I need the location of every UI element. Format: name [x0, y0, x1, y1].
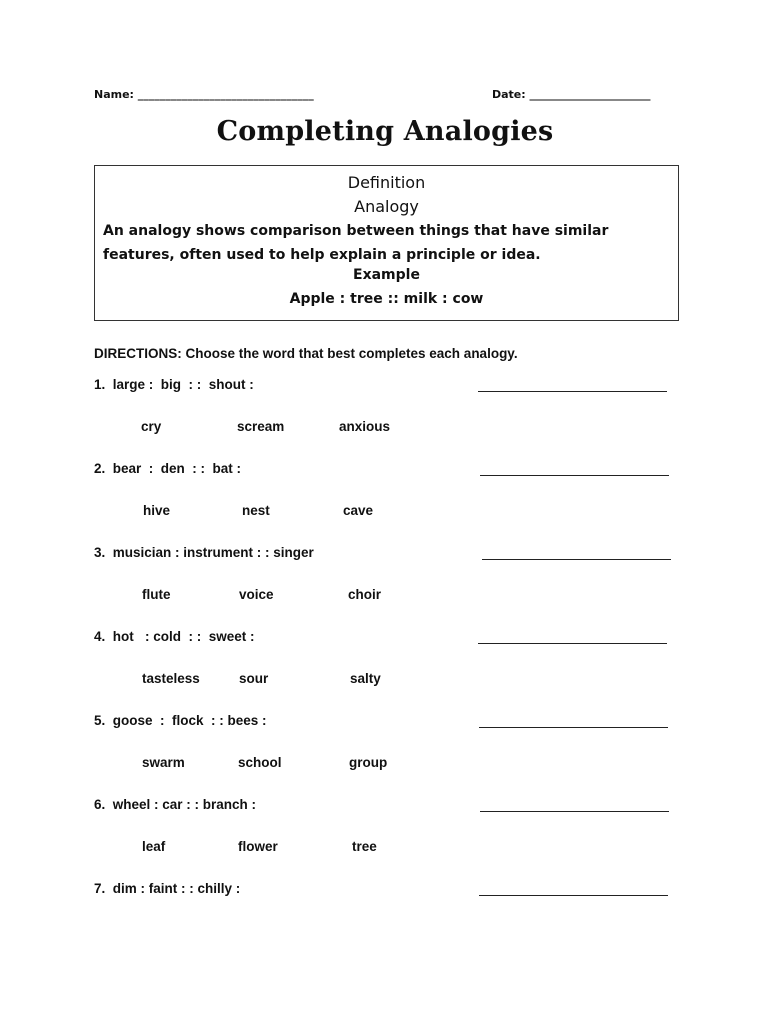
question-5-prompt: 5. goose : flock : : bees : — [94, 713, 267, 728]
question-2-answer-line[interactable] — [480, 475, 669, 476]
question-1-prompt: 1. large : big : : shout : — [94, 377, 254, 392]
definition-box — [94, 165, 679, 321]
question-4-choice-2: sour — [239, 671, 269, 686]
question-4-prompt: 4. hot : cold : : sweet : — [94, 629, 255, 644]
definition-text: An analogy shows comparison between things that have similar features, often used to help explain a principle or idea. — [103, 223, 609, 263]
question-5-choice-3: group — [349, 755, 388, 770]
name-field[interactable]: Name: ________________________________ — [94, 88, 314, 101]
example-text: Apple : tree :: milk : cow — [289, 291, 484, 307]
question-7-answer-line[interactable] — [479, 895, 668, 896]
question-5-choice-1: swarm — [142, 755, 185, 770]
question-6-prompt: 6. wheel : car : : branch : — [94, 797, 257, 812]
question-3-choice-3: choir — [348, 587, 382, 602]
definition-heading: Definition — [347, 173, 426, 192]
question-3-answer-line[interactable] — [482, 559, 671, 560]
question-6-choice-1: leaf — [142, 839, 166, 854]
question-4-choice-1: tasteless — [142, 671, 200, 686]
question-5-answer-line[interactable] — [479, 727, 668, 728]
question-6-choice-2: flower — [238, 839, 278, 854]
question-3-prompt: 3. musician : instrument : : singer — [94, 545, 314, 560]
date-field[interactable]: Date: ______________________ — [492, 88, 651, 101]
question-1-choice-3: anxious — [339, 419, 391, 434]
page-title: Completing Analogies — [216, 116, 554, 147]
question-6-choice-3: tree — [352, 839, 377, 854]
header-row — [94, 88, 676, 106]
question-4-answer-line[interactable] — [478, 643, 667, 644]
question-1-choice-2: scream — [237, 419, 285, 434]
question-2-prompt: 2. bear : den : : bat : — [94, 461, 242, 476]
question-6-answer-line[interactable] — [480, 811, 669, 812]
directions-text: DIRECTIONS: Choose the word that best completes each analogy. — [94, 346, 518, 361]
question-1-answer-line[interactable] — [478, 391, 667, 392]
question-3-choice-1: flute — [142, 587, 171, 602]
question-7-prompt: 7. dim : faint : : chilly : — [94, 881, 241, 896]
question-5-choice-2: school — [238, 755, 282, 770]
question-3-choice-2: voice — [239, 587, 274, 602]
example-label: Example — [353, 267, 420, 283]
question-2-choice-2: nest — [242, 503, 270, 518]
question-2-choice-1: hive — [143, 503, 171, 518]
question-4-choice-3: salty — [350, 671, 381, 686]
question-1-choice-1: cry — [141, 419, 162, 434]
question-2-choice-3: cave — [343, 503, 374, 518]
definition-term: Analogy — [354, 197, 419, 216]
